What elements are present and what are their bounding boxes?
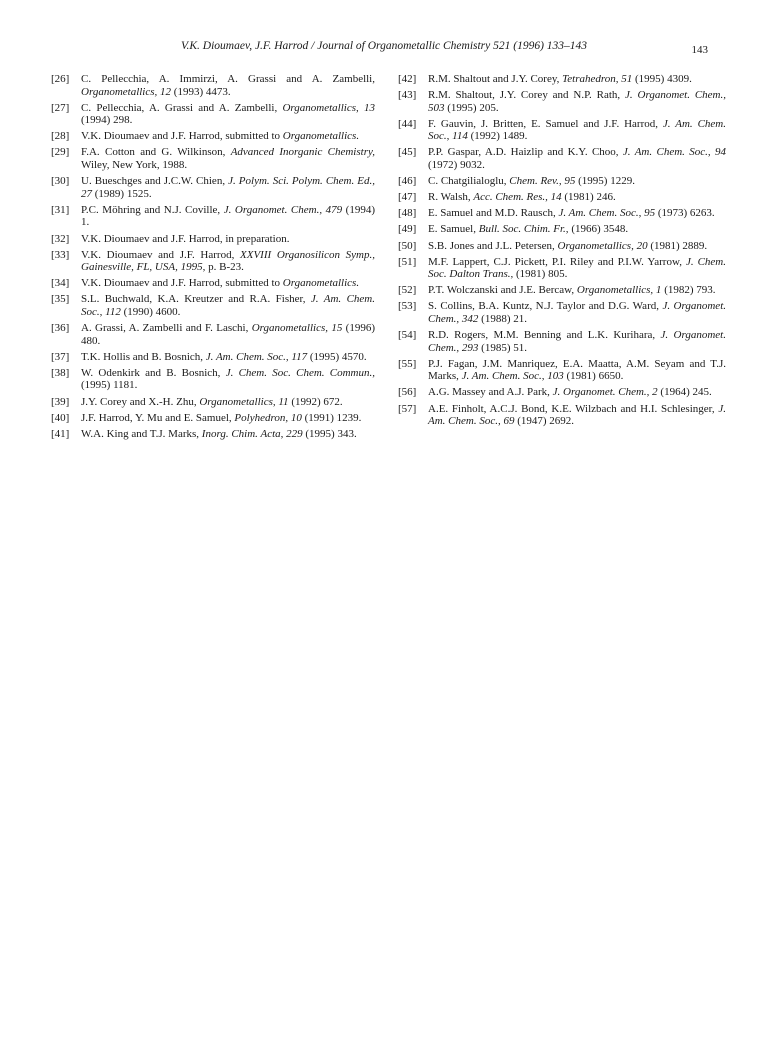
reference-citation-italic: J. Chem. Soc. Chem. Commun., (225, 366, 375, 379)
reference-citation-italic: J. Am. Chem. Soc., 103 (461, 370, 564, 383)
reference-segment: C. Pellecchia, A. Immirzi, A. Grassi and A. Zambelli, (81, 73, 375, 85)
reference-item (398, 223, 726, 236)
reference-segment: (1994) 298. (81, 114, 133, 127)
reference-item (398, 146, 726, 171)
reference-text (428, 240, 707, 252)
reference-number: [54] (398, 329, 417, 342)
reference-text (428, 256, 726, 281)
reference-segment: E. Samuel and M.D. Rausch, (428, 207, 559, 220)
reference-segment: (1985) 51. (478, 341, 527, 354)
reference-citation-italic: J. Organomet. Chem., 293 (428, 329, 726, 354)
reference-item (51, 351, 375, 364)
reference-number: [47] (398, 191, 417, 204)
reference-number: [40] (51, 411, 70, 424)
reference-segment: Wiley, New York, 1988. (81, 159, 188, 172)
page-number: 143 (691, 44, 708, 56)
reference-segment: R. Walsh, (428, 191, 474, 204)
reference-segment: J.Y. Corey and X.-H. Zhu, (81, 395, 200, 408)
reference-text (81, 428, 357, 440)
reference-segment: R.M. Shaltout and J.Y. Corey, (428, 73, 563, 85)
reference-text (428, 89, 726, 114)
reference-segment: V.K. Dioumaev and J.F. Harrod, (81, 248, 241, 261)
reference-segment: (1981) 805. (513, 268, 568, 281)
reference-number: [26] (51, 73, 70, 85)
reference-number: [55] (398, 357, 417, 370)
reference-segment: V.K. Dioumaev and J.F. Harrod, submitted to (81, 130, 283, 143)
reference-number: [43] (398, 89, 417, 102)
reference-text (81, 73, 375, 98)
reference-text (81, 175, 375, 200)
reference-segment: C. Chatgilialoglu, (428, 175, 510, 188)
reference-segment: (1995) 1229. (575, 175, 635, 188)
reference-segment: (1995) 4309. (632, 73, 692, 85)
reference-number: [48] (398, 207, 417, 220)
reference-item (398, 89, 726, 114)
reference-number: [34] (51, 277, 70, 290)
reference-item (398, 191, 726, 204)
reference-citation-italic: J. Am. Chem. Soc., 69 (428, 402, 726, 428)
reference-segment: T.K. Hollis and B. Bosnich, (81, 350, 206, 363)
reference-item (398, 240, 726, 253)
reference-number: [56] (398, 386, 417, 399)
reference-number: [32] (51, 232, 70, 245)
reference-number: [39] (51, 395, 70, 408)
reference-item (51, 396, 375, 409)
reference-text (428, 386, 712, 398)
reference-citation-italic: Inorg. Chim. Acta, 229 (201, 427, 303, 440)
reference-text (428, 223, 628, 235)
reference-number: [42] (398, 73, 417, 85)
reference-item (51, 428, 375, 441)
reference-item (398, 175, 726, 188)
reference-segment: P.J. Fagan, J.M. Manriquez, E.A. Maatta, A.M. Seyam and T.J. Marks, (428, 357, 726, 383)
reference-number: [46] (398, 175, 417, 188)
reference-number: [41] (51, 427, 70, 440)
reference-segment: A. Grassi, A. Zambelli and F. Laschi, (81, 322, 252, 335)
reference-text (428, 329, 726, 354)
reference-text (428, 300, 726, 325)
reference-text (428, 358, 726, 383)
reference-segment: (1995) 1181. (81, 379, 138, 392)
reference-citation-italic: J. Am. Chem. Soc., 117 (205, 350, 308, 363)
references-right-column (398, 73, 726, 431)
reference-citation-italic: J. Organomet. Chem., 479 (223, 203, 343, 216)
reference-item (51, 322, 375, 347)
reference-number: [30] (51, 175, 70, 188)
reference-number: [44] (398, 117, 417, 130)
reference-segment: J.F. Harrod, Y. Mu and E. Samuel, (81, 411, 235, 424)
reference-text (81, 233, 289, 245)
reference-text (428, 175, 635, 187)
reference-number: [33] (51, 248, 70, 261)
reference-segment: (1981) 246. (561, 191, 616, 204)
reference-item (51, 102, 375, 127)
reference-text (428, 118, 726, 143)
reference-item (51, 73, 375, 98)
reference-segment: (1992) 672. (288, 395, 343, 408)
reference-citation-italic: J. Am. Chem. Soc., 95 (558, 207, 656, 220)
reference-segment: P.P. Gaspar, A.D. Haizlip and K.Y. Choo, (428, 146, 623, 159)
reference-citation-italic: Acc. Chem. Res., 14 (473, 191, 562, 204)
reference-item (398, 386, 726, 399)
reference-segment: P.C. Möhring and N.J. Coville, (81, 203, 224, 216)
reference-number: [27] (51, 101, 70, 114)
reference-segment: S.B. Jones and J.L. Petersen, (428, 239, 558, 252)
reference-item (398, 118, 726, 143)
reference-segment: W. Odenkirk and B. Bosnich, (81, 366, 226, 379)
reference-text (81, 102, 375, 127)
reference-segment: A.E. Finholt, A.C.J. Bond, K.E. Wilzbach and H.I. Schlesinger, (428, 402, 719, 415)
reference-item (398, 358, 726, 383)
reference-segment: S. Collins, B.A. Kuntz, N.J. Taylor and D.G. Ward, (428, 300, 663, 313)
references-left-column (51, 73, 375, 444)
reference-segment: (1972) 9032. (428, 159, 485, 172)
reference-segment: C. Pellecchia, A. Grassi and A. Zambelli, (81, 101, 283, 114)
reference-text (81, 130, 359, 142)
reference-number: [52] (398, 284, 417, 297)
reference-segment: (1981) 6650. (563, 370, 624, 383)
reference-item (51, 233, 375, 246)
reference-item (398, 300, 726, 325)
reference-segment: (1982) 793. (661, 284, 716, 297)
reference-text (428, 191, 616, 203)
reference-segment: (1947) 2692. (514, 415, 575, 428)
reference-item (51, 293, 375, 318)
reference-text (428, 403, 726, 428)
reference-citation-italic: Tetrahedron, 51 (562, 73, 633, 85)
reference-citation-italic: XXVIII Organosilicon Symp., Gainesville, FL, USA, 1995, (81, 248, 376, 274)
reference-segment: F. Gauvin, J. Britten, E. Samuel and J.F. Harrod, (428, 117, 663, 130)
reference-citation-italic: Organometallics. (282, 277, 360, 290)
reference-segment: (1989) 1525. (92, 187, 152, 200)
reference-number: [45] (398, 146, 417, 159)
reference-number: [35] (51, 293, 70, 306)
reference-citation-italic: Organometallics, 20 (557, 239, 648, 252)
reference-text (81, 277, 359, 289)
reference-segment: E. Samuel, (428, 223, 479, 236)
reference-citation-italic: Organometallics, 11 (199, 395, 289, 408)
reference-segment: (1992) 1489. (467, 130, 528, 143)
reference-text (81, 146, 375, 171)
reference-text (81, 412, 361, 424)
reference-number: [37] (51, 350, 70, 363)
reference-segment: P.T. Wolczanski and J.E. Bercaw, (428, 284, 577, 297)
reference-text (428, 73, 692, 85)
reference-citation-italic: J. Am. Chem. Soc., 112 (81, 293, 375, 318)
reference-segment: p. B-23. (205, 261, 244, 274)
reference-citation-italic: Organometallics, 13 (282, 101, 376, 114)
reference-item (51, 204, 375, 229)
reference-text (81, 367, 375, 392)
reference-citation-italic: J. Am. Chem. Soc., 114 (428, 117, 727, 143)
reference-item (51, 412, 375, 425)
reference-segment: (1964) 245. (657, 386, 712, 399)
reference-segment: (1996) 480. (81, 322, 375, 347)
reference-citation-italic: J. Organomet. Chem., 342 (428, 300, 726, 325)
reference-item (51, 249, 375, 274)
reference-number: [57] (398, 402, 417, 415)
reference-text (81, 249, 375, 274)
reference-number: [51] (398, 255, 417, 268)
reference-citation-italic: J. Chem. Soc. Dalton Trans., (428, 255, 726, 281)
reference-item (398, 403, 726, 428)
reference-segment: (1973) 6263. (655, 207, 715, 220)
reference-number: [53] (398, 300, 417, 313)
reference-citation-italic: Advanced Inorganic Chemistry, (230, 146, 376, 159)
reference-citation-italic: J. Organomet. Chem., 2 (552, 386, 658, 399)
reference-citation-italic: Chem. Rev., 95 (509, 175, 576, 188)
reference-citation-italic: Organometallics, 15 (251, 322, 343, 335)
reference-segment: (1995) 205. (444, 101, 499, 114)
reference-text (81, 396, 343, 408)
reference-number: [36] (51, 322, 70, 335)
reference-item (51, 367, 375, 392)
reference-segment: (1993) 4473. (171, 85, 231, 98)
reference-text (428, 207, 715, 219)
reference-text (81, 351, 367, 363)
reference-segment: (1981) 2889. (647, 239, 708, 252)
reference-citation-italic: J. Organomet. Chem., 503 (428, 89, 726, 114)
reference-number: [31] (51, 203, 70, 216)
reference-number: [50] (398, 239, 417, 252)
reference-segment: S.L. Buchwald, K.A. Kreutzer and R.A. Fisher, (81, 293, 311, 306)
reference-item (398, 284, 726, 297)
reference-segment: R.D. Rogers, M.M. Benning and L.K. Kurihara, (428, 329, 661, 342)
reference-citation-italic: Organometallics. (282, 130, 360, 143)
reference-citation-italic: Organometallics, 1 (576, 284, 662, 297)
running-head: V.K. Dioumaev, J.F. Harrod / Journal of Organometallic Chemistry 521 (1996) 133–143 (180, 40, 588, 52)
reference-text (81, 293, 375, 318)
reference-text (81, 204, 375, 229)
reference-segment: M.F. Lappert, C.J. Pickett, P.I. Riley and P.I.W. Yarrow, (428, 255, 686, 268)
reference-segment: W.A. King and T.J. Marks, (81, 427, 202, 440)
reference-segment: (1991) 1239. (301, 411, 362, 424)
reference-segment: V.K. Dioumaev and J.F. Harrod, submitted to (81, 277, 283, 290)
reference-citation-italic: Polyhedron, 10 (234, 411, 302, 424)
reference-citation-italic: Bull. Soc. Chim. Fr., (478, 223, 569, 236)
reference-citation-italic: J. Am. Chem. Soc., 94 (622, 146, 726, 159)
reference-citation-italic: J. Polym. Sci. Polym. Chem. Ed., 27 (81, 175, 376, 200)
reference-text (428, 146, 726, 171)
reference-number: [49] (398, 223, 417, 236)
reference-segment: R.M. Shaltout, J.Y. Corey and N.P. Rath, (428, 89, 626, 102)
reference-item (51, 130, 375, 143)
reference-segment: F.A. Cotton and G. Wilkinson, (81, 146, 231, 159)
reference-text (81, 322, 375, 347)
reference-text (428, 284, 716, 296)
reference-segment: (1995) 4570. (307, 350, 367, 363)
reference-item (398, 73, 726, 86)
reference-number: [29] (51, 146, 70, 159)
reference-segment: (1995) 343. (302, 427, 357, 440)
reference-segment: V.K. Dioumaev and J.F. Harrod, in preparation. (81, 232, 290, 245)
reference-item (398, 329, 726, 354)
reference-segment: (1966) 3548. (568, 223, 629, 236)
reference-number: [38] (51, 366, 70, 379)
reference-segment: A.G. Massey and A.J. Park, (428, 386, 553, 399)
reference-segment: (1990) 4600. (120, 306, 181, 318)
reference-item (51, 175, 375, 200)
reference-citation-italic: Organometallics, 12 (81, 85, 172, 98)
reference-item (398, 256, 726, 281)
reference-segment: (1988) 21. (478, 313, 527, 325)
reference-segment: U. Bueschges and J.C.W. Chien, (81, 175, 229, 188)
reference-item (51, 277, 375, 290)
reference-item (51, 146, 375, 171)
reference-item (398, 207, 726, 220)
reference-segment: (1994) 1. (81, 203, 375, 229)
reference-number: [28] (51, 130, 70, 143)
